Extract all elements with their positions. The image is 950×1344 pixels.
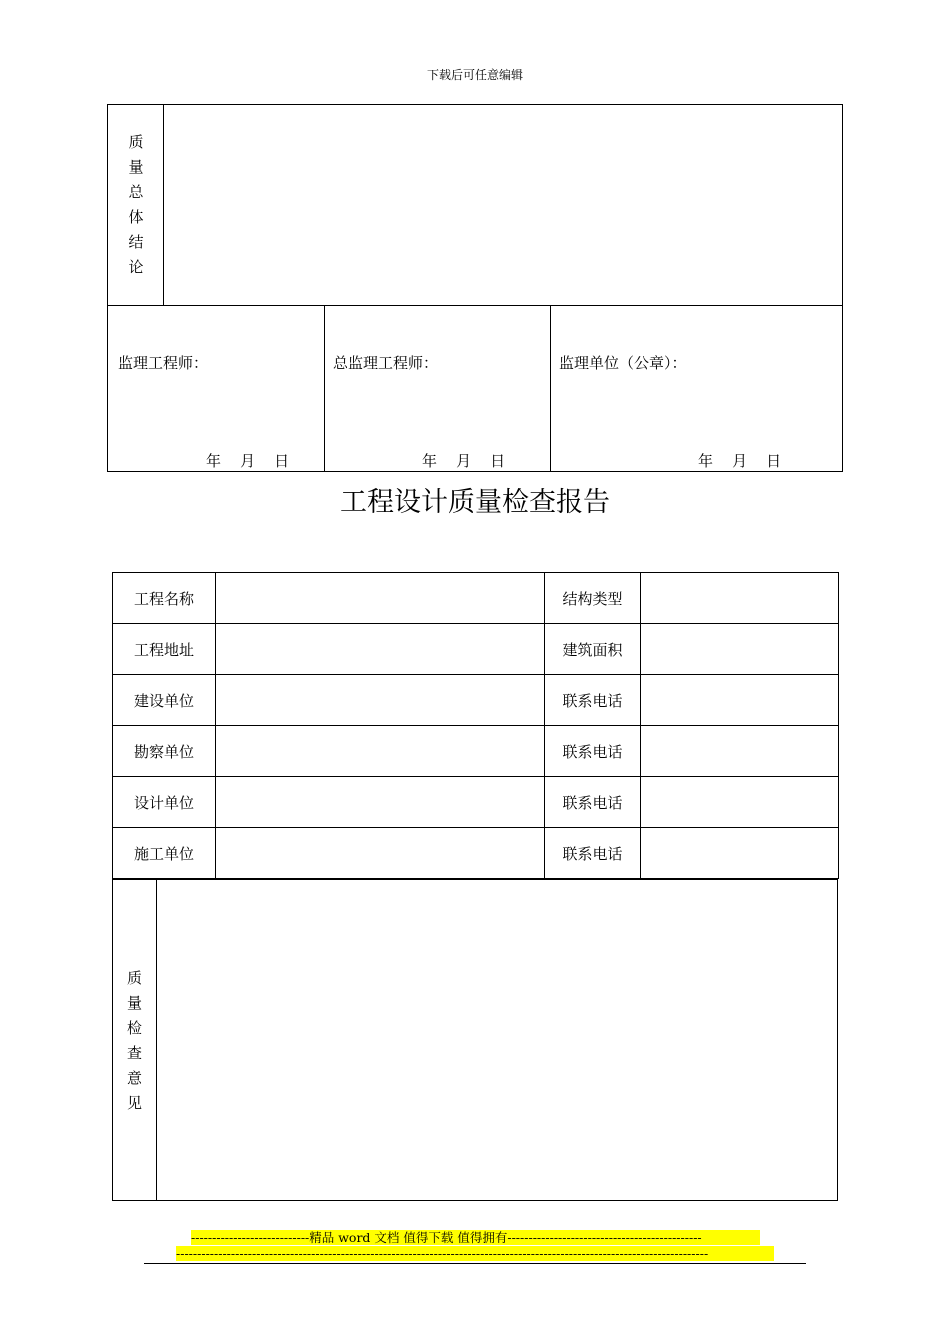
table-row — [113, 828, 839, 879]
footer-rule — [144, 1263, 806, 1264]
signature-cell-engineer[interactable] — [108, 306, 325, 471]
row-label: 工程地址 — [113, 624, 216, 675]
signature-row — [107, 305, 843, 472]
signature-cell-supervision-unit[interactable] — [551, 306, 842, 471]
row-value-field[interactable] — [216, 624, 545, 675]
table-row — [113, 624, 839, 675]
opinion-label — [113, 966, 156, 1116]
opinion-label-char: 检 — [126, 1019, 142, 1037]
row-value-field[interactable] — [641, 726, 839, 777]
table-row — [113, 675, 839, 726]
opinion-label-char: 见 — [126, 1094, 142, 1112]
conclusion-label-char: 结 — [128, 233, 144, 251]
row-value-field[interactable] — [216, 777, 545, 828]
signature-cell-chief-engineer[interactable] — [324, 306, 551, 471]
row-label: 设计单位 — [113, 777, 216, 828]
opinion-label-char: 意 — [126, 1069, 142, 1087]
row-label: 联系电话 — [545, 828, 641, 879]
signature-label: 监理工程师： — [118, 354, 209, 372]
row-value-field[interactable] — [216, 828, 545, 879]
row-label: 建设单位 — [113, 675, 216, 726]
row-value-field[interactable] — [641, 675, 839, 726]
table-row — [113, 573, 839, 624]
opinion-box — [112, 879, 838, 1201]
conclusion-label-char: 总 — [128, 183, 144, 201]
signature-date: 年 月 日 — [422, 452, 506, 470]
row-label: 施工单位 — [113, 828, 216, 879]
conclusion-content-area[interactable] — [164, 105, 842, 305]
row-value-field[interactable] — [641, 777, 839, 828]
opinion-content-area[interactable] — [157, 880, 837, 1200]
opinion-label-char: 质 — [126, 969, 142, 987]
report-title: 工程设计质量检查报告 — [340, 487, 610, 518]
row-value-field[interactable] — [216, 726, 545, 777]
conclusion-box — [107, 104, 843, 306]
conclusion-label — [108, 130, 164, 280]
row-value-field[interactable] — [641, 828, 839, 879]
conclusion-label-char: 量 — [128, 158, 144, 176]
row-label: 工程名称 — [113, 573, 216, 624]
info-table — [112, 572, 839, 879]
row-label: 联系电话 — [545, 675, 641, 726]
conclusion-label-char: 论 — [128, 258, 144, 276]
row-value-field[interactable] — [216, 675, 545, 726]
row-label: 勘察单位 — [113, 726, 216, 777]
row-label: 建筑面积 — [545, 624, 641, 675]
footer-banner-line2: ------------------------------------------------------------------------------------------------------------------------------ — [176, 1246, 774, 1261]
signature-label: 监理单位（公章）： — [559, 354, 687, 372]
row-value-field[interactable] — [641, 573, 839, 624]
row-label: 联系电话 — [545, 726, 641, 777]
opinion-label-char: 查 — [126, 1044, 142, 1062]
conclusion-label-char: 体 — [128, 208, 144, 226]
header-note: 下载后可任意编辑 — [426, 68, 523, 82]
row-label: 联系电话 — [545, 777, 641, 828]
signature-date: 年 月 日 — [698, 452, 782, 470]
table-row — [113, 726, 839, 777]
conclusion-label-char: 质 — [128, 133, 144, 151]
signature-date: 年 月 日 — [206, 452, 290, 470]
opinion-label-char: 量 — [126, 994, 142, 1012]
row-value-field[interactable] — [641, 624, 839, 675]
signature-label: 总监理工程师： — [333, 354, 439, 372]
footer-banner-line1: ----------------------------精品 word 文档 值得下载 值得拥有---------------------------------------------- — [191, 1230, 760, 1245]
row-label: 结构类型 — [545, 573, 641, 624]
row-value-field[interactable] — [216, 573, 545, 624]
table-row — [113, 777, 839, 828]
